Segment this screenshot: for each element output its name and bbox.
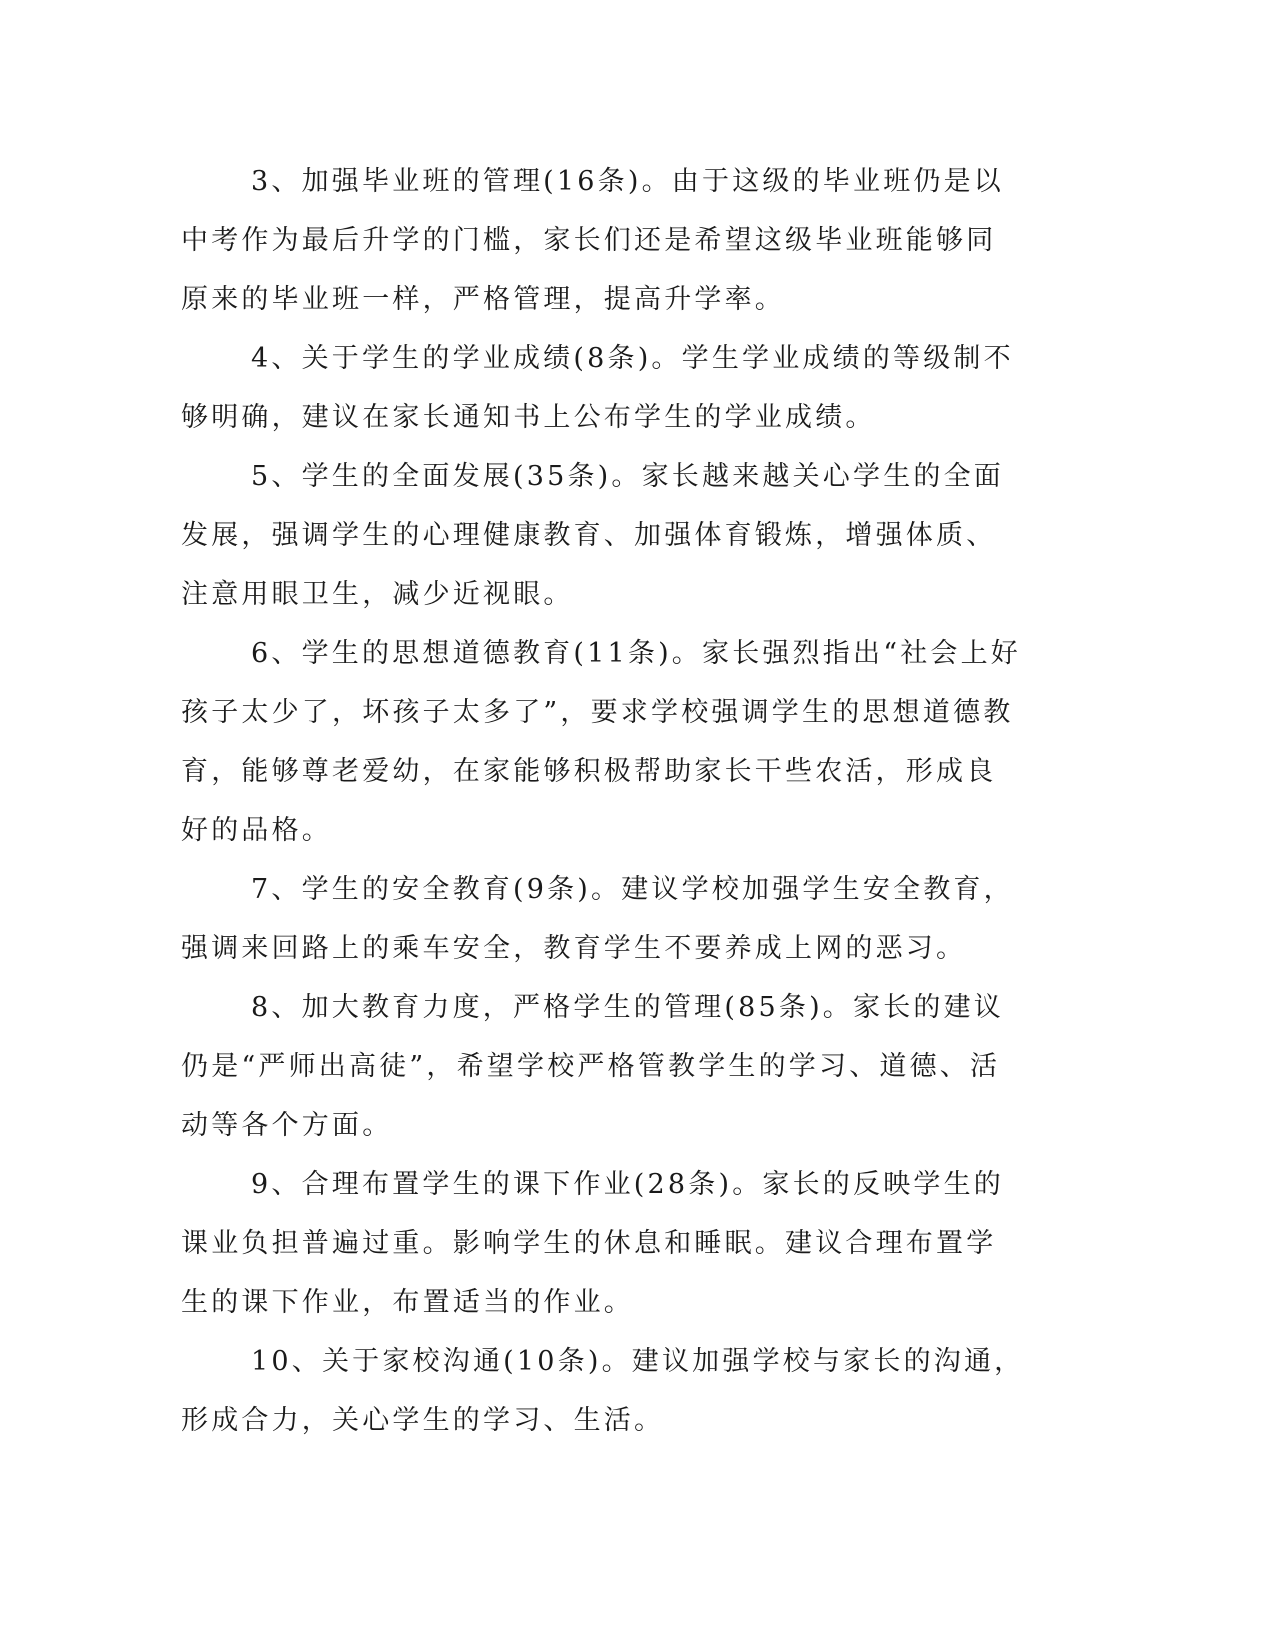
paragraph-7-safety-education: 7、学生的安全教育(9条)。建议学校加强学生安全教育，强调来回路上的乘车安全，教育学生不要养成上网的恶习。 (181, 874, 1014, 964)
paragraph-8-strict-management: 8、加大教育力度，严格学生的管理(85条)。家长的建议仍是“严师出高徒”，希望学校严格管教学生的学习、道德、活动等各个方面。 (181, 992, 1005, 1141)
paragraph-10-home-school-communication: 10、关于家校沟通(10条)。建议加强学校与家长的沟通，形成合力，关心学生的学习、生活。 (181, 1346, 1025, 1436)
paragraph-4-academic-grades: 4、关于学生的学业成绩(8条)。学生学业成绩的等级制不够明确，建议在家长通知书上公布学生的学业成绩。 (181, 343, 1014, 433)
paragraph-6-moral-education: 6、学生的思想道德教育(11条)。家长强烈指出“社会上好孩子太少了，坏孩子太多了”，要求学校强调学生的思想道德教育，能够尊老爱幼，在家能够积极帮助家长干些农活，形成良好的品格。 (181, 638, 1022, 846)
paragraph-5-all-round-development: 5、学生的全面发展(35条)。家长越来越关心学生的全面发展，强调学生的心理健康教育、加强体育锻炼，增强体质、注意用眼卫生，减少近视眼。 (181, 461, 1005, 610)
document-body (181, 152, 1026, 1450)
paragraph-9-homework: 9、合理布置学生的课下作业(28条)。家长的反映学生的课业负担普遍过重。影响学生的休息和睡眠。建议合理布置学生的课下作业，布置适当的作业。 (181, 1169, 1005, 1318)
paragraph-3-graduating-class: 3、加强毕业班的管理(16条)。由于这级的毕业班仍是以中考作为最后升学的门槛，家长们还是希望这级毕业班能够同原来的毕业班一样，严格管理，提高升学率。 (181, 166, 1005, 315)
